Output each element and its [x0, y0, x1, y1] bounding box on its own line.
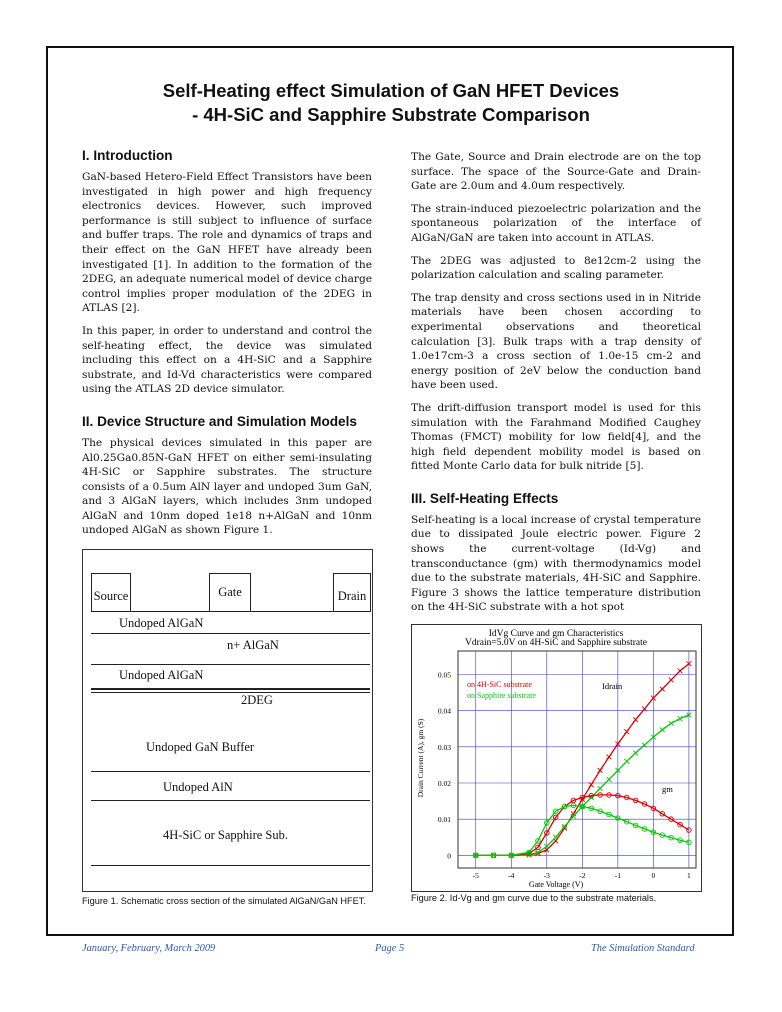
- data-point: [678, 716, 683, 721]
- x-tick-label: -2: [579, 871, 586, 880]
- layer-undoped-algan-1: Undoped AlGaN: [119, 616, 204, 630]
- x-tick-label: -3: [543, 871, 550, 880]
- data-point: [633, 751, 638, 756]
- data-point: [669, 721, 674, 726]
- layer-undoped-aln: Undoped AlN: [163, 780, 233, 794]
- intro-paragraph-2: In this paper, in order to understand and control the self-heating effect, the device was simulated including this effect on a 4H-SiC and a Sapphire substrate, and Id-Vd characteristics were compared using the ATLAS 2D device simulator.: [82, 324, 372, 396]
- figure-1-schematic: [82, 549, 373, 892]
- x-tick-label: 1: [687, 871, 691, 880]
- article-title: [60, 79, 722, 127]
- x-tick-label: -4: [508, 871, 515, 880]
- source-electrode: Source: [91, 573, 131, 612]
- figure-2-caption: Figure 2. Id-Vg and gm curve due to the substrate materials.: [411, 893, 657, 903]
- data-point: [598, 786, 603, 791]
- layer-boundary: [91, 633, 370, 634]
- data-point: [669, 678, 674, 683]
- annotation-idrain: Idrain: [602, 681, 623, 691]
- y-tick-label: 0.03: [437, 742, 451, 752]
- footer-page-number: Page 5: [375, 943, 405, 954]
- idvg-chart-svg: [412, 625, 701, 891]
- layer-substrate: 4H-SiC or Sapphire Sub.: [163, 828, 288, 842]
- left-column: [82, 148, 372, 546]
- y-tick-label: 0.05: [437, 670, 451, 680]
- right-paragraph-3: The 2DEG was adjusted to 8e12cm-2 using the polarization calculation and scaling parameter.: [411, 254, 701, 282]
- legend-4h-sic: on 4H-SiC substrate: [467, 680, 532, 689]
- section-heading-self-heating: III. Self-Heating Effects: [411, 490, 559, 506]
- right-paragraph-1: The Gate, Source and Drain electrode are on the top surface. The space of the Source-Gate and Drain-Gate are 2.0um and 4.0um respectively.: [411, 151, 701, 193]
- section-heading-introduction: I. Introduction: [82, 148, 173, 163]
- data-point: [660, 727, 665, 732]
- x-tick-label: 0: [651, 871, 656, 880]
- title-line-2: - 4H-SiC and Sapphire Substrate Comparison: [192, 104, 590, 125]
- gate-electrode: Gate: [209, 573, 251, 612]
- right-paragraph-2: The strain-induced piezoelectric polarization and the spontaneous polarization of the interface of AlGaN/GaN are taken into account in ATLAS.: [411, 202, 701, 244]
- x-tick-label: -1: [614, 871, 621, 880]
- layer-boundary: [91, 664, 370, 665]
- layer-boundary: [91, 865, 370, 866]
- data-point: [678, 668, 683, 673]
- data-point: [633, 717, 638, 722]
- layer-boundary-2deg: [91, 688, 370, 690]
- layer-boundary: [91, 800, 370, 801]
- figure-1-caption: Figure 1. Schematic cross section of the simulated AlGaN/GaN HFET.: [82, 896, 366, 906]
- figure-2-chart: [411, 624, 702, 892]
- data-point: [624, 759, 629, 764]
- selfheat-paragraph-1: Self-heating is a local increase of crystal temperature due to dissipated Joule electric power. Figure 2 shows the current-voltage (Id-Vg) and transconductance (gm) with thermodynamics model due to the substrate materials, 4H-SiC and Sapphire. Figure 3 shows the lattice temperature distribution on the 4H-SiC substrate with a hot spot: [411, 513, 701, 614]
- chart-title: IdVg Curve and gm Characteristics: [488, 629, 624, 639]
- y-tick-label: 0: [447, 851, 451, 861]
- data-point: [598, 768, 603, 773]
- legend-sapphire: on Sapphire substrate: [467, 691, 536, 700]
- right-paragraph-5: The drift-diffusion transport model is used for this simulation with the Farahmand Modified Caughey Thomas (FMCT) mobility for low field[4], and the high field dependent mobility model is based on fitted Monte Carlo data for bulk nitride [5].: [411, 401, 701, 473]
- y-tick-label: 0.01: [437, 815, 451, 825]
- layer-2deg: 2DEG: [241, 693, 273, 707]
- layer-boundary: [91, 771, 370, 772]
- annotation-gm: gm: [662, 784, 673, 794]
- data-point: [660, 687, 665, 692]
- layer-boundary: [91, 611, 370, 612]
- data-point: [607, 755, 612, 760]
- y-tick-label: 0.02: [437, 779, 451, 789]
- data-point: [553, 835, 558, 840]
- section-heading-device-structure: II. Device Structure and Simulation Models: [82, 413, 357, 429]
- right-paragraph-4: The trap density and cross sections used in in Nitride materials have been chosen according to experimental observations and theoretical calculation [3]. Bulk traps with a trap density of 1.0e17cm-3 a cross section of 1.0e-15 cm-2 and energy position of 2eV below the conduction band have been used.: [411, 291, 701, 392]
- layer-undoped-algan-2: Undoped AlGaN: [119, 668, 204, 682]
- title-line-1: Self-Heating effect Simulation of GaN HFET Devices: [162, 80, 620, 101]
- y-tick-label: 0.04: [437, 706, 451, 716]
- data-point: [624, 729, 629, 734]
- intro-paragraph-1: GaN-based Hetero-Field Effect Transistors have been investigated in high power and high frequency electronics devices. However, such improved performance is still subject to influence of surface and buffer traps. The role and dynamics of traps and their effect on the GaN HFET have already been investigated [1]. In addition to the formation of the 2DEG, an adequate numerical model of device charge control implies proper modulation of the 2DEG in ATLAS [2].: [82, 171, 372, 315]
- chart-subtitle: Vdrain=5.0V on 4H-SiC and Sapphire substrate: [465, 638, 647, 648]
- drain-electrode: Drain: [333, 573, 371, 612]
- x-axis-label: Gate Voltage (V): [528, 880, 584, 889]
- right-column: [411, 150, 701, 623]
- layer-undoped-gan-buffer: Undoped GaN Buffer: [146, 740, 255, 754]
- footer-publication: The Simulation Standard: [591, 943, 695, 954]
- y-axis-label: Drain Current (A), gm (S): [416, 718, 425, 798]
- structure-paragraph-1: The physical devices simulated in this paper are Al0.25Ga0.85N-GaN HFET on either semi-insulating 4H-SiC or Sapphire substrates. The structure consists of a 0.5um AlN layer and undoped 3um GaN, and 3 AlGaN layers, which includes 3nm undoped AlGaN and 10nm doped 1e18 n+AlGaN and 10nm undoped AlGaN as shown Figure 1.: [82, 436, 372, 537]
- layer-n-algan: n+ AlGaN: [227, 638, 279, 652]
- data-point: [607, 777, 612, 782]
- x-tick-label: -5: [472, 871, 479, 880]
- footer-date: January, February, March 2009: [82, 943, 216, 954]
